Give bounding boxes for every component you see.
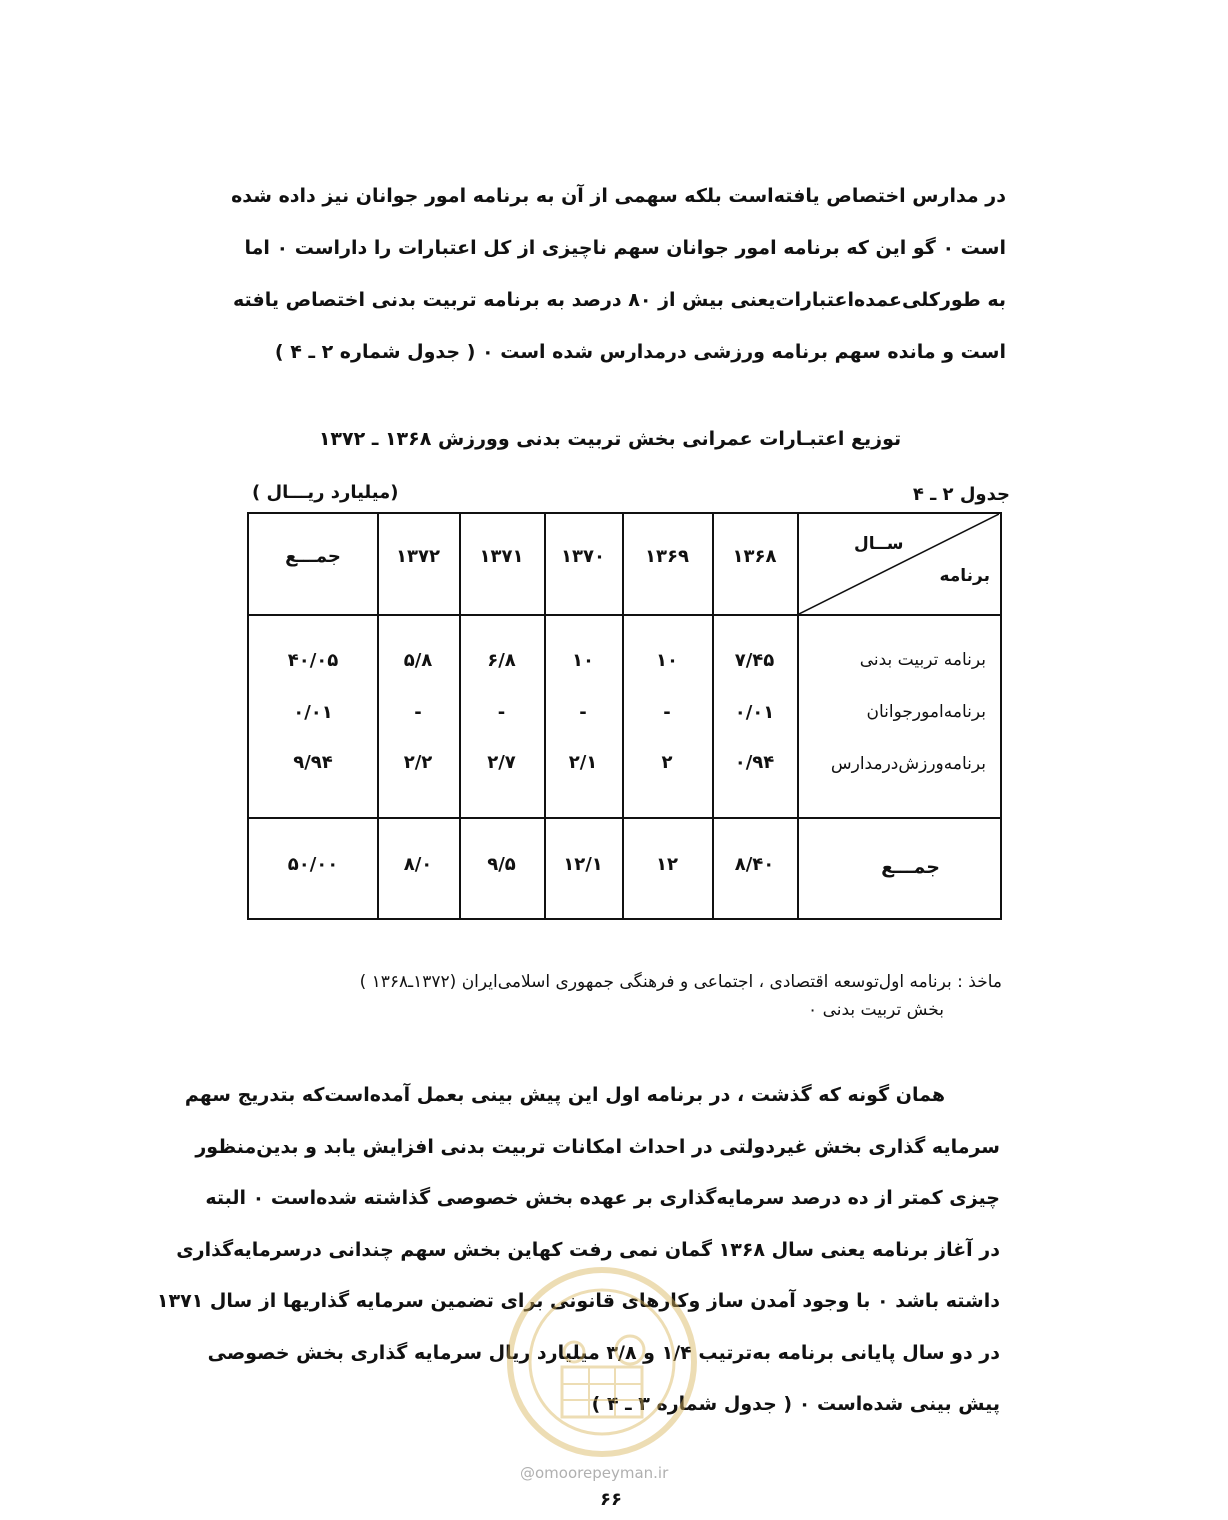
table-cell: ۲/۷	[487, 752, 516, 773]
total-cell: ۱۲	[656, 854, 678, 875]
total-cell: ۸/۰	[403, 854, 433, 875]
year-header: ۱۳۷۰	[561, 546, 605, 567]
header-program-label: برنامه	[939, 566, 990, 586]
year-header: ۱۳۷۱	[479, 546, 524, 567]
paragraph-line: است ۰ گو این که برنامه امور جوانان سهم ناچیزی از کل اعتبارات را داراست ۰ اما	[244, 237, 1006, 259]
table-cell: ۱۰	[572, 650, 594, 671]
paragraph-line: در مدارس اختصاص یافته‌است بلکه سهمی از آن به برنامه امور جوانان نیز داده شده	[231, 185, 1006, 207]
row-label: برنامه‌ورزش‌درمدارس	[830, 754, 986, 774]
table-cell: ۷/۴۵	[734, 650, 775, 671]
paragraph-line: است و مانده سهم برنامه ورزشی درمدارس شده است ۰ ( جدول شماره ۲ ـ ۴ )	[274, 341, 1006, 363]
row-label: برنامه تربیت بدنی	[859, 650, 986, 670]
table-cell: -	[663, 702, 671, 723]
source-line: ماخذ : برنامه اول‌توسعه اقتصادی ، اجتماعی و فرهنگی جمهوری اسلامی‌ایران (۱۳۷۲ـ۱۳۶۸ )	[359, 972, 1002, 992]
table-unit: (میلیارد ریـــال )	[252, 482, 399, 503]
year-header: ۱۳۶۹	[645, 546, 689, 567]
paragraph-line: سرمایه گذاری بخش غیردولتی در احداث امکانات تربیت بدنی افزایش یابد و بدین‌منظور	[195, 1135, 1000, 1158]
table-cell: ۲/۱	[568, 752, 598, 773]
budget-table	[247, 512, 1002, 920]
table-cell: -	[414, 702, 422, 723]
total-row-label: جمـــع	[881, 856, 940, 878]
year-header: ۱۳۷۲	[396, 546, 440, 567]
paragraph-line: داشته باشد ۰ با وجود آمدن ساز وکارهای قانونی برای تضمین سرمایه گذاریها از سال ۱۳۷۱	[156, 1290, 1000, 1312]
table-cell: ۶/۸	[487, 650, 516, 671]
table-cell: ۰/۰۱	[734, 702, 775, 723]
paragraph-line: پیش بینی شده‌است ۰ ( جدول شماره ۳ ـ ۴ )	[591, 1393, 1000, 1415]
table-cell: ۱۰	[656, 650, 678, 671]
total-cell: ۹/۵	[487, 854, 516, 875]
table-cell: ۰/۹۴	[734, 752, 775, 773]
header-divider	[249, 614, 1000, 616]
table-cell: -	[579, 702, 587, 723]
paragraph-line: در دو سال پایانی برنامه به‌ترتیب ۱/۴ و ۳/۸ میلیارد ریال سرمایه گذاری بخش خصوصی	[207, 1341, 1000, 1364]
source-note	[232, 968, 1002, 1024]
table-cell: ۵/۸	[403, 650, 433, 671]
row-total: ۴۰/۰۵	[287, 650, 339, 671]
watermark-seal-icon	[502, 1262, 702, 1462]
paragraph-line: همان گونه که گذشت ، در برنامه اول این پیش بینی بعمل آمده‌است‌که بتدریج سهم	[184, 1084, 945, 1106]
paragraph-line: چیزی کمتر از ده درصد سرمایه‌گذاری بر عهده بخش خصوصی گذاشته شده‌است ۰ البته	[205, 1187, 1000, 1209]
table-title: توزیع اعتبـارات عمرانی بخش تربیت بدنی وورزش ۱۳۶۸ ـ ۱۳۷۲	[318, 428, 902, 450]
total-header: جمـــع	[285, 546, 341, 567]
total-divider	[249, 817, 1000, 819]
table-cell: ۲/۲	[403, 752, 433, 773]
table-number: جدول ۲ ـ ۴	[912, 484, 1010, 505]
grand-total: ۵۰/۰۰	[287, 854, 339, 875]
row-label: برنامه‌امورجوانان	[866, 702, 986, 722]
source-line: بخش تربیت بدنی ۰	[808, 1000, 944, 1020]
paragraph-line: در آغاز برنامه یعنی سال ۱۳۶۸ گمان نمی رفت کهاین بخش سهم چندانی درسرمایه‌گذاری	[176, 1238, 1000, 1261]
watermark-url: @omoorepeyman.ir	[520, 1464, 669, 1482]
table-cell: -	[497, 702, 506, 723]
total-cell: ۸/۴۰	[734, 854, 775, 875]
body-paragraph-1	[231, 170, 1006, 378]
total-cell: ۱۲/۱	[563, 854, 603, 875]
row-total: ۰/۰۱	[293, 702, 333, 723]
corner-diagonal	[799, 514, 999, 614]
year-header: ۱۳۶۸	[732, 546, 777, 567]
paragraph-line: به طورکلی‌عمده‌اعتبارات‌یعنی بیش از ۸۰ درصد به برنامه تربیت بدنی اختصاص یافته	[233, 289, 1006, 311]
table-cell: ۲	[661, 752, 673, 773]
page-number: ۶۶	[600, 1489, 622, 1510]
header-year-label: ســال	[854, 534, 904, 554]
row-total: ۹/۹۴	[293, 752, 333, 773]
